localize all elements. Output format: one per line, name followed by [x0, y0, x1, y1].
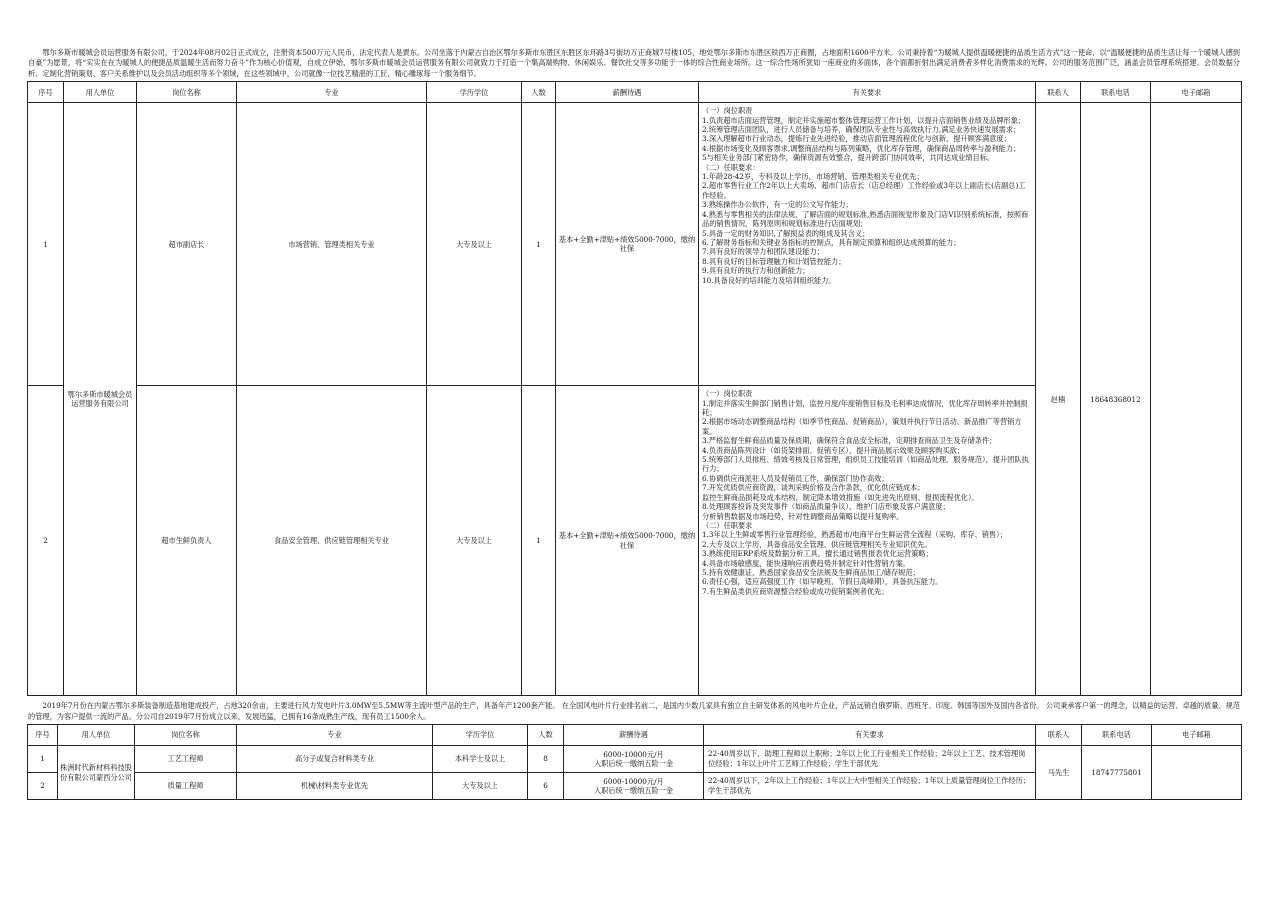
education-cell: 大专及以上 — [433, 773, 528, 800]
company-intro-1: 鄂尔多斯市暖城会员运营服务有限公司，于2024年08月02日正式成立，注册资本500万元人民币，法定代表人是贾东。公司坐落于内蒙古自治区鄂尔多斯市东胜区东胜区东环路3号街坊万正商城7号楼105，地处鄂尔多斯市东胜区铁西万正商圈，占地面积1600平方米。公司秉持着“为暖城人提供温暖便捷的品质生活方式”这一使命，以“温暖便捷的品质生活让每一个暖城人感到自豪”为愿景，将“实实在在为暖城人的便捷品质温暖生活而努力奋斗”作为核心价值观，自成立伊始，鄂尔多斯市暖城会员运营服务有限公司就致力于打造一个集高端购物、休闲娱乐、餐饮社交等多功能于一体的综合性商业场所。这一综合性场所犹如一座商业的多面体，各个面都折射出满足消费者多样化消费需求的光辉。公司的服务范围广泛，涵盖会员管理系统搭建、会员数据分析、定制化营销策划、客户关系维护以及会员活动组织等多个领域，在这些领域中，公司就像一位技艺精湛的工匠，精心雕琢每一个服务细节。 — [28, 48, 1240, 78]
header-count: 人数 — [522, 82, 556, 103]
header-no: 序号 — [28, 82, 64, 103]
requirement-line: 5与相关业务部门紧密协作，确保资源有效整合，提升跨部门协同效率，共同达成业绩目标。 — [702, 153, 995, 163]
row-no: 2 — [28, 773, 58, 800]
salary-cell — [564, 746, 704, 773]
row-no: 1 — [28, 746, 58, 773]
header-salary: 薪酬待遇 — [556, 82, 699, 103]
job-table-2 — [27, 724, 1242, 800]
table-row — [28, 746, 1242, 773]
requirement-line: 4.根据市场变化及顾客票求,调整商品结构与陈列策略，优化库存管理，确保商品周转率与盈利能力； — [702, 143, 1021, 153]
requirement-line: 1.负责超市店面运营管理，制定并实施超市整体管理运营工作计划，以提升店面销售业绩及品牌形象； — [702, 115, 1026, 125]
requirement-line: 3.深入理解超市行业动态，提炼行业先进经验，推动店面管理流程优化与创新，提升顾客满意度； — [702, 134, 1011, 144]
header-requirements: 有关要求 — [699, 82, 1036, 103]
header-major: 专业 — [237, 82, 427, 103]
header-education: 学历学位 — [427, 82, 522, 103]
header-salary: 薪酬待遇 — [564, 725, 704, 746]
position-cell: 质量工程师 — [135, 773, 237, 800]
position-cell: 工艺工程师 — [135, 746, 237, 773]
header-position: 岗位名称 — [135, 725, 237, 746]
table-header-row — [28, 82, 1242, 103]
requirement-line: 2.根据市场动态调整商品结构（如季节性商品、促销商品），策划并执行节日活动、新品推广等营销方案。 — [702, 417, 1022, 436]
requirement-line: （一）岗位职责 — [702, 389, 753, 399]
requirements-cell: 22-40周岁以下，2年以上工作经验；1年以上大中型相关工作经验；1年以上质量管理岗位工作经历；学生干部优先 — [704, 773, 1036, 800]
phone-cell: 18747775801 — [1082, 746, 1152, 800]
requirement-line: 分析销售数据及市场趋势，针对性调整商品策略以提升复购率。 — [702, 511, 904, 521]
major-cell: 市场营销、管理类相关专业 — [237, 103, 427, 386]
header-phone: 联系电话 — [1081, 82, 1151, 103]
table-row — [28, 103, 1242, 386]
requirement-line: 8.处理顾客投诉及突发事件（如商品质量争议），维护门店形象及客户满意度； — [702, 502, 950, 512]
salary-line: 入职后统一缴纳五险一金 — [593, 786, 674, 796]
phone-cell: 18648368012 — [1081, 103, 1151, 696]
requirement-line: 监控生鲜商品损耗及成本结构，制定降本增效措施（如先进先出原则、报损流程优化）。 — [702, 492, 979, 502]
header-no: 序号 — [28, 725, 58, 746]
email-cell — [1151, 103, 1242, 696]
requirement-line: 1.制定并落实生鲜部门销售计划，监控月度/年度销售目标及毛利率达成情况，优化库存周转率并控制损耗； — [702, 398, 1028, 418]
job-table-1 — [27, 81, 1242, 696]
header-major: 专业 — [237, 725, 433, 746]
salary-line: 6000-10000元/月 — [603, 749, 664, 759]
count-cell: 1 — [522, 103, 556, 386]
position-cell: 超市副店长 — [137, 103, 237, 386]
salary-line: 入职后统一缴纳五险一金 — [593, 759, 674, 769]
count-cell: 6 — [528, 773, 564, 800]
employer-cell: 株洲时代新材料科技股份有限公司蒙西分公司 — [58, 746, 135, 800]
header-position: 岗位名称 — [137, 82, 237, 103]
requirement-line: 10.具备良好的培训能力及培训组织能力。 — [702, 275, 836, 285]
header-education: 学历学位 — [433, 725, 528, 746]
major-cell: 机械\材料类专业优先 — [237, 773, 433, 800]
education-cell: 本科学士及以上 — [433, 746, 528, 773]
requirement-line: 2.大专及以上学历，具备食品安全管理、供应链管理相关专业知识优先。 — [702, 539, 932, 549]
requirement-line: 6.责任心强，适应高强度工作（如早晚班、节假日高峰期），具备抗压能力。 — [702, 577, 943, 587]
contact-cell: 马先生 — [1036, 746, 1082, 800]
count-cell: 1 — [522, 386, 556, 696]
position-cell: 超市生鲜负责人 — [137, 386, 237, 696]
requirement-line: 9.具有良好的执行力和创新能力； — [702, 266, 810, 276]
major-cell: 高分子或复合材料类专业 — [237, 746, 433, 773]
requirement-line: 7.具有良好的领导力和团队建设能力； — [702, 247, 824, 257]
row-no: 1 — [28, 103, 64, 386]
requirement-line: 6.了解财务指标和关键业务指标的控制点，具有制定预算和组织达成预算的能力； — [702, 237, 961, 247]
major-cell: 食品安全管理、供应链管理相关专业 — [237, 386, 427, 696]
company-intro-2: 2019年7月份在内蒙古鄂尔多斯装备制造基地建成投产，占地320余亩，主要进行风力发电叶片3.0MW至5.5MW等主流叶型产品的生产，具备年产1200套产能。 在全国风电叶片行业排名前二，是国内少数几家具有独立自主研发体系的风电叶片企业，产品远销自俄罗斯、西班牙、印度、韩国等国外及国内各省份。 公司秉承客户第一的理念，以精益的运营、卓越的质量、规范的管理，为客户提供一流的产品。分公司自2019年7月份成立以来，发展迅猛，已拥有16条成熟生产线，现有员工1500余人。 — [28, 701, 1240, 721]
requirement-line: 8.具有良好的目标管理触力和计划管控能力； — [702, 256, 846, 266]
contact-cell: 赵楠 — [1036, 103, 1081, 696]
header-email: 电子邮箱 — [1152, 725, 1242, 746]
education-cell: 大专及以上 — [427, 386, 522, 696]
table-header-row — [28, 725, 1242, 746]
requirement-line: 5.统筹部门人员排班、绩效考核及日常管理，组织员工技能培训（如商品处理、服务规范），提升团队执行力； — [702, 455, 1029, 474]
count-cell: 8 — [528, 746, 564, 773]
requirements-cell: 22-40周岁以下，助理工程师以上职称；2年以上化工行业相关工作经验；2年以上工艺、技术管理岗位经验；1年以上叶片工艺师工作经验；学生干部优先 — [704, 746, 1036, 773]
header-count: 人数 — [528, 725, 564, 746]
requirement-line: （二）任职要求 — [702, 520, 753, 530]
header-requirements: 有关要求 — [704, 725, 1036, 746]
salary-cell: 基本+全勤+津贴+绩效5000-7000，缴纳社保 — [556, 103, 699, 386]
requirement-line: 6.协调供应商派驻人员及促销员工作，确保部门协作高效； — [702, 473, 889, 483]
header-phone: 联系电话 — [1082, 725, 1152, 746]
header-employer: 用人单位 — [64, 82, 137, 103]
requirement-line: （一）岗位职责 — [702, 106, 753, 116]
header-contact: 联系人 — [1036, 725, 1082, 746]
requirements-cell — [699, 103, 1036, 386]
requirement-line: 2.统筹管理店面团队，进行人员储备与培养，确保团队专业性与高效执行力,满足业务快速发展需求； — [702, 125, 1021, 135]
requirement-line: （二）任职要求： — [702, 162, 760, 172]
education-cell: 大专及以上 — [427, 103, 522, 386]
requirement-line: 1.年龄28-42岁，专科及以上学历，市场营销、管理类相关专业优先； — [702, 172, 924, 182]
requirement-line: 5.具备一定的财务知识,了解损益表的组成及其含义； — [702, 228, 870, 238]
requirement-line: 5.持有效健康证，熟悉国家食品安全法规及生鲜商品加工/储存规范； — [702, 567, 920, 577]
header-email: 电子邮箱 — [1151, 82, 1242, 103]
requirement-line: 1.3年以上生鲜或零售行业管理经验，熟悉超市/电商平台生鲜运营全流程（采购、库存、销售）； — [702, 530, 1007, 540]
requirement-line: 3.熟练使用ERP系统及数据分析工具，擅长通过销售报表优化运营策略； — [702, 549, 933, 559]
requirement-line: 7.开发优质供应商资源，谈判采购价格及合作条款，优化供应链成本； — [702, 483, 925, 493]
employer-cell: 鄂尔多斯市暖城会员运营服务有限公司 — [64, 103, 137, 696]
salary-cell: 基本+全勤+津贴+绩效5000-7000，缴纳社保 — [556, 386, 699, 696]
document-page — [27, 48, 1241, 800]
email-cell — [1152, 746, 1242, 800]
requirements-cell — [699, 386, 1036, 696]
requirement-line: 3.严格监督生鲜商品质量及保质期，确保符合食品安全标准，定期排查商品卫生及存储条件； — [702, 436, 997, 446]
requirement-line: 4.具备市场敏感度，能快速响应消费趋势并制定针对性营销方案。 — [702, 558, 911, 568]
requirement-line: 4.负责商品陈列设计（如货架排面、促销专区），提升商品展示效果及顾客购买欲； — [702, 445, 965, 455]
requirement-line: 3.熟练操作办公软件，有一定的公文写作能力； — [702, 200, 853, 210]
requirement-line: 7.有生鲜品类供应商资源整合经验或成功促销案例者优先； — [702, 586, 889, 596]
row-no: 2 — [28, 386, 64, 696]
salary-cell — [564, 773, 704, 800]
requirement-line: 2.超市零售行业工作2年以上大卖场、超市门店店长（店总经理）工作经验或3年以上副店长(店副总)工作经验。 — [702, 181, 1026, 200]
salary-line: 6000-10000元/月 — [603, 776, 664, 786]
requirement-line: 4.熟悉与零售相关的法律法规，了解店面的规划标准,熟悉店面视觉形象及门店VI识别系统标准，按照商品的销售情况、陈列原则和规划标准进行店面规划； — [702, 209, 1029, 229]
header-contact: 联系人 — [1036, 82, 1081, 103]
header-employer: 用人单位 — [58, 725, 135, 746]
